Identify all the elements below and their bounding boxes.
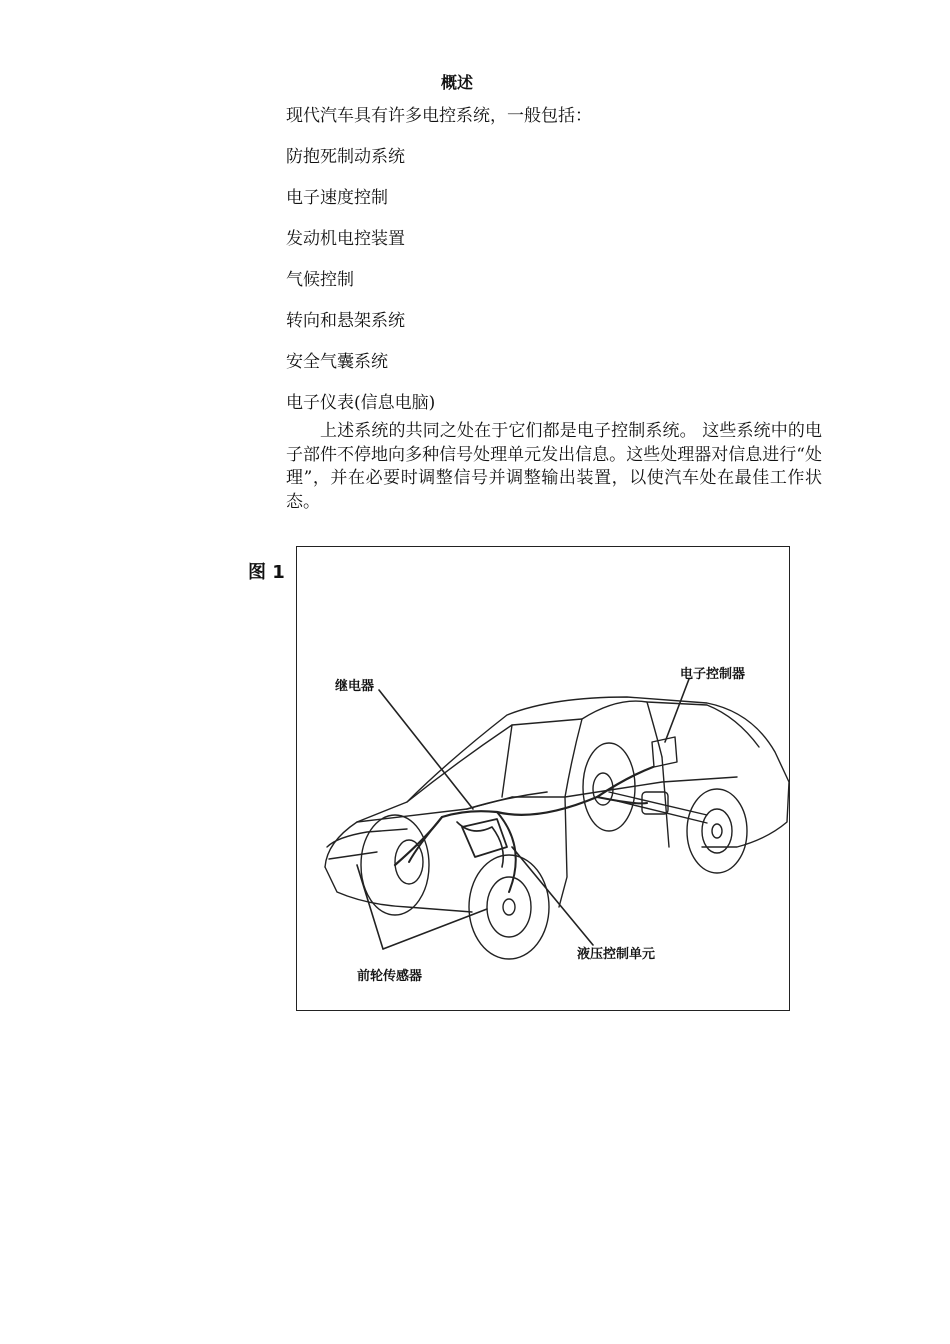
callout-hydraulic-unit: 液压控制单元 xyxy=(577,947,656,962)
car-illustration xyxy=(297,547,791,1012)
page-title: 概述 xyxy=(440,73,473,92)
body-paragraph: 上述系统的共同之处在于它们都是电子控制系统。 这些系统中的电子部件不停地向多种信号处理单元发出信息。这些处理器对信息进行“处理”，并在必要时调整信号并调整输出装置，以使汽车处在最佳工作状态。 xyxy=(286,421,822,512)
callout-ecu: 电子控制器 xyxy=(680,667,746,682)
figure-frame xyxy=(296,546,790,1011)
system-item: 电子速度控制 xyxy=(286,188,388,208)
system-item: 发动机电控装置 xyxy=(286,229,405,249)
system-item: 安全气囊系统 xyxy=(286,352,388,372)
system-item: 电子仪表(信息电脑) xyxy=(286,393,436,413)
system-item: 气候控制 xyxy=(286,270,354,290)
system-item: 防抱死制动系统 xyxy=(286,147,405,167)
system-item: 转向和悬架系统 xyxy=(286,311,405,331)
callout-front-sensor: 前轮传感器 xyxy=(357,969,423,984)
callout-relay: 继电器 xyxy=(335,679,375,694)
figure-label: 图 1 xyxy=(248,562,285,583)
intro-text: 现代汽车具有许多电控系统，一般包括： xyxy=(286,106,592,126)
